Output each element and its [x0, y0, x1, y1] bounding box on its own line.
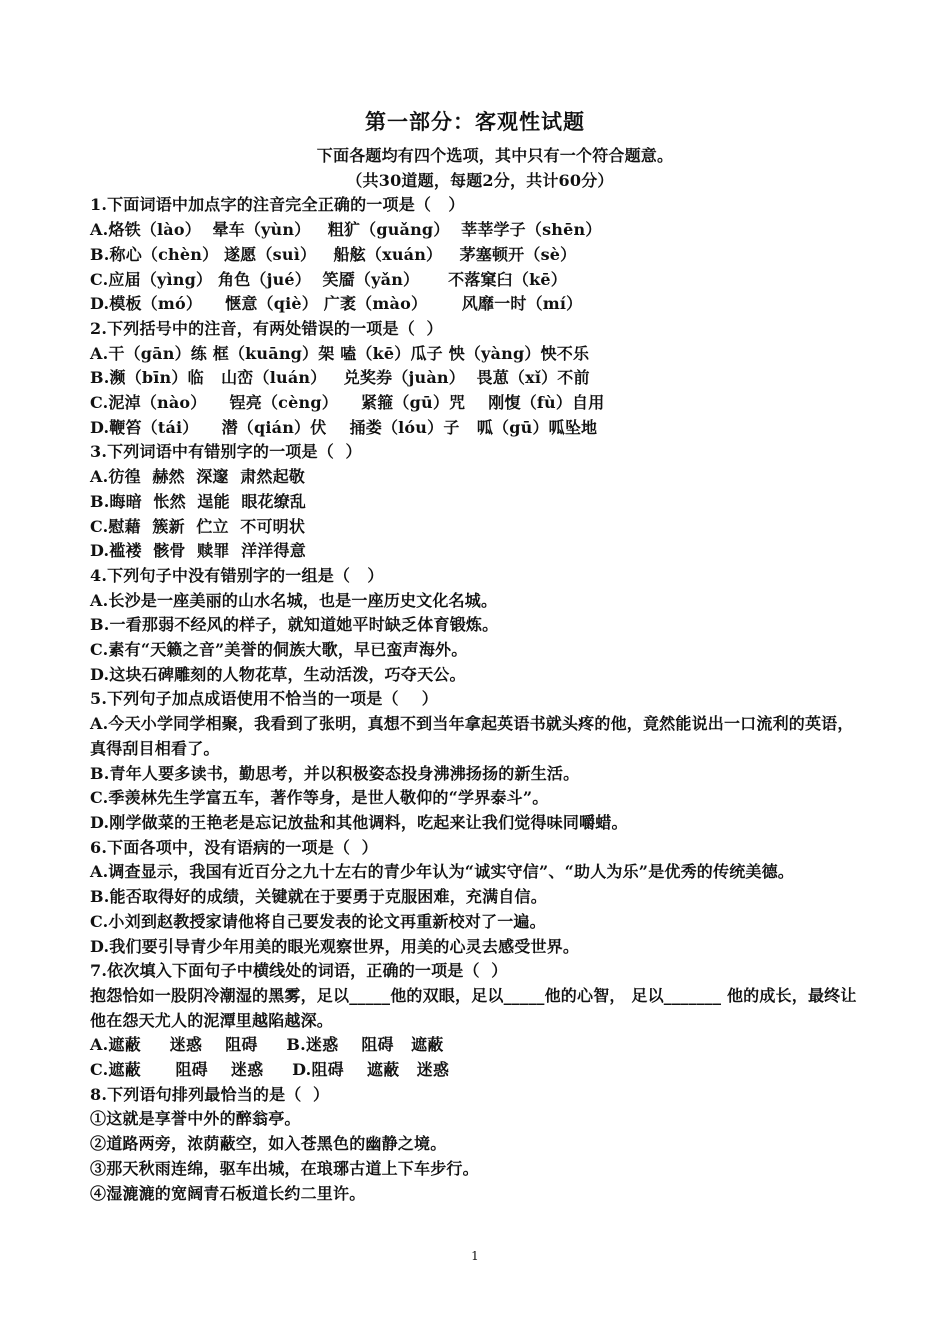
- option-line: C.季羡林先生学富五车，著作等身，是世人敬仰的“学界泰斗”。: [90, 788, 549, 808]
- option-line: D.我们要引导青少年用美的眼光观察世界，用美的心灵去感受世界。: [90, 936, 580, 956]
- option-line: B.一看那弱不经风的样子，就知道她平时缺乏体育锻炼。: [90, 615, 499, 635]
- option-line: A.彷徨 赫然 深邃 肃然起敬: [90, 467, 306, 487]
- option-line: D.这块石碑雕刻的人物花草，生动活泼，巧夺天公。: [90, 664, 466, 684]
- question-line: 4.下列句子中没有错别字的一组是（ ）: [90, 565, 384, 585]
- sentence-line: ①这就是享誉中外的醉翁亭。: [90, 1109, 301, 1129]
- option-line: B.青年人要多读书，勤思考，并以积极姿态投身沸沸扬扬的新生活。: [90, 763, 580, 783]
- option-line: B.濒（bīn）临 山峦（luán） 兑奖券（juàn） 畏葸（xǐ）不前: [90, 368, 590, 388]
- exam-page: [90, 108, 860, 1206]
- instruction: 下面各题均有四个选项，其中只有一个符合题意。: [316, 146, 674, 165]
- question-line: 2.下列括号中的注音，有两处错误的一项是（ ）: [90, 318, 443, 338]
- option-paragraph: A.调查显示，我国有近百分之九十左右的青少年认为“诚实守信”、“助人为乐”是优秀的传统美德。: [90, 862, 794, 882]
- option-line: C.小刘到赵教授家请他将自己要发表的论文再重新校对了一遍。: [90, 911, 546, 931]
- option-line: A.烙铁（lào） 晕车（yùn） 粗犷（guǎng） 莘莘学子（shēn）: [90, 220, 602, 240]
- question-line: 8.下列语句排列最恰当的是（ ）: [90, 1084, 330, 1104]
- option-paragraph: A.今天小学同学相聚，我看到了张明，真想不到当年拿起英语书就头疼的他，竟然能说出一口流利的英语，真得刮目相看了。: [90, 714, 854, 758]
- option-line: A.干（gān）练 框（kuāng）架 嗑（kē）瓜子 怏（yàng）怏不乐: [90, 343, 590, 363]
- question-line: 6.下面各项中，没有语病的一项是（ ）: [90, 837, 378, 857]
- option-line: D.模板（mó） 惬意（qiè） 广袤（mào） 风靡一时（mí）: [90, 294, 583, 314]
- question-line: 7.依次填入下面句子中横线处的词语，正确的一项是（ ）: [90, 961, 508, 981]
- option-line: A.长沙是一座美丽的山水名城，也是一座历史文化名城。: [90, 590, 498, 610]
- sentence-line: ④湿漉漉的宽阔青石板道长约二里许。: [90, 1183, 366, 1203]
- page-title: 第一部分：客观性试题: [365, 109, 585, 134]
- option-line: A.遮蔽 迷惑 阻碍 B.迷惑 阻碍 遮蔽: [90, 1035, 444, 1055]
- option-line: D.褴褛 骸骨 赎罪 洋洋得意: [90, 541, 306, 561]
- score-note: （共30道题，每题2分，共计60分）: [346, 170, 614, 190]
- option-line: C.泥淖（nào） 锃亮（cèng） 紧箍（gū）咒 刚愎（fù）自用: [90, 393, 605, 413]
- option-line: C.应届（yìng） 角色（jué） 笑靥（yǎn） 不落窠臼（kē）: [90, 269, 567, 289]
- page-number: 1: [471, 1249, 479, 1263]
- question-line: 5.下列句子加点成语使用不恰当的一项是（ ）: [90, 689, 438, 709]
- option-line: C.慰藉 簇新 伫立 不可明状: [90, 516, 306, 536]
- option-line: D.鞭笞（tái） 潜（qián）伏 捅娄（lóu）子 呱（gū）呱坠地: [90, 417, 598, 437]
- option-line: C.遮蔽 阻碍 迷惑 D.阻碍 遮蔽 迷惑: [90, 1060, 450, 1080]
- question-line: 3.下列词语中有错别字的一项是（ ）: [90, 442, 362, 462]
- option-line: B.能否取得好的成绩，关键就在于要勇于克服困难，充满自信。: [90, 887, 547, 907]
- sentence-line: ③那天秋雨连绵，驱车出城，在琅琊古道上下车步行。: [90, 1158, 479, 1178]
- option-line: B.晦暗 怅然 逞能 眼花缭乱: [90, 491, 307, 511]
- question-line: 1.下面词语中加点字的注音完全正确的一项是（ ）: [90, 195, 465, 215]
- option-line: B.称心（chèn） 遂愿（suì） 船舷（xuán） 茅塞顿开（sè）: [90, 244, 577, 264]
- sentence-line: ②道路两旁，浓荫蔽空，如入苍黑色的幽静之境。: [90, 1134, 447, 1154]
- option-line: C.素有“天籁之音”美誉的侗族大歌，早已蛮声海外。: [90, 640, 468, 660]
- question-stem: 抱怨恰如一股阴冷潮湿的黑雾，足以_____他的双眼，足以_____他的心智， 足以_______ 他的成长，最终让他在怨天尤人的泥潭里越陷越深。: [90, 985, 857, 1030]
- option-line: D.刚学做菜的王艳老是忘记放盐和其他调料，吃起来让我们觉得味同嚼蜡。: [90, 812, 628, 832]
